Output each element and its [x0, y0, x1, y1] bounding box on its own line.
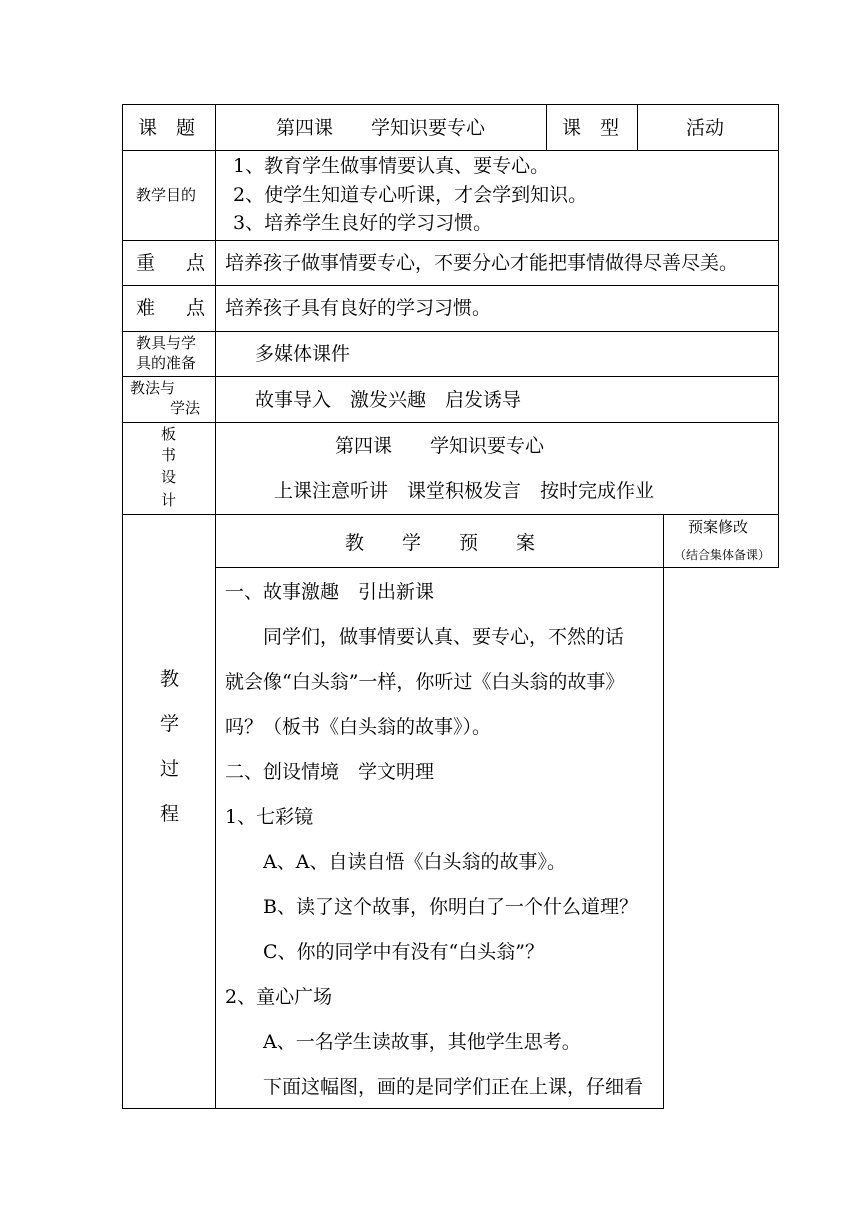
keypoint-label-b: 点 [186, 252, 206, 274]
process-line: A、一名学生读故事，其他学生思考。 [225, 1031, 581, 1053]
process-line: 同学们，做事情要认真、要专心，不然的话 [225, 626, 625, 648]
board-label-char: 设 [161, 468, 177, 486]
type-label: 课 型 [562, 117, 620, 139]
difficulty-label-b: 点 [186, 297, 206, 319]
process-label-char: 教 [160, 668, 180, 690]
materials-label-line2: 具的准备 [136, 354, 197, 372]
rule-after-board [122, 514, 779, 515]
rule-header-mid [546, 104, 547, 151]
process-line: 吗？（板书《白头翁的故事》）。 [225, 716, 492, 738]
board-line1: 第四课 学知识要专心 [335, 435, 545, 457]
materials-label-line1: 教具与学 [136, 334, 197, 352]
rule-left [122, 104, 123, 1109]
board-label-char: 书 [161, 446, 177, 464]
process-line: B、读了这个故事，你明白了一个什么道理？ [225, 896, 638, 918]
methods-label-line2: 学法 [170, 399, 201, 417]
rule-after-materials [122, 376, 779, 377]
rule-after-keypoint [122, 285, 779, 286]
board-label-char: 计 [161, 491, 177, 509]
objectives-label: 教学目的 [136, 186, 197, 204]
objective-item: 2、使学生知道专心听课，才会学到知识。 [233, 184, 588, 206]
rule-after-plan-header [215, 567, 779, 568]
board-line2: 上课注意听讲 课堂积极发言 按时完成作业 [274, 480, 655, 502]
plan-header: 教 学 预 案 [345, 532, 536, 554]
topic-label: 课 题 [138, 117, 196, 139]
rule-bottom [122, 1108, 663, 1109]
rule-after-methods [122, 422, 779, 423]
process-line: 下面这幅图，画的是同学们正在上课，仔细看 [225, 1076, 644, 1098]
process-label-char: 程 [160, 803, 180, 825]
rule-right [778, 104, 779, 567]
methods-text: 故事导入 激发兴趣 启发诱导 [255, 389, 522, 411]
process-line: 一、故事激趣 引出新课 [225, 581, 435, 603]
rule-top [122, 104, 779, 105]
rule-after-difficulty [122, 331, 779, 332]
process-label-char: 过 [160, 758, 180, 780]
keypoint-label-a: 重 [136, 252, 156, 274]
process-line: 二、创设情境 学文明理 [225, 761, 435, 783]
rule-revision-column [663, 514, 664, 1109]
process-line: A、A、自读自悟《白头翁的故事》。 [225, 851, 566, 873]
process-label-char: 学 [160, 713, 180, 735]
difficulty-label-a: 难 [136, 297, 156, 319]
objective-item: 3、培养学生良好的学习习惯。 [233, 212, 493, 234]
revision-subheader: （结合集体备课） [674, 548, 771, 562]
lesson-title: 第四课 学知识要专心 [276, 117, 486, 139]
rule-label-column [215, 104, 216, 1109]
rule-header-type [637, 104, 638, 151]
process-line: C、你的同学中有没有“白头翁”？ [225, 941, 544, 963]
difficulty-text: 培养孩子具有良好的学习习惯。 [225, 297, 492, 319]
methods-label-line1: 教法与 [130, 379, 176, 397]
process-line: 就会像“白头翁”一样，你听过《白头翁的故事》 [225, 671, 625, 693]
rule-after-objectives [122, 240, 779, 241]
objective-item: 1、教育学生做事情要认真、要专心。 [233, 155, 550, 177]
rule-after-header [122, 150, 779, 151]
process-line: 1、七彩镜 [225, 806, 314, 828]
process-line: 2、童心广场 [225, 986, 333, 1008]
type-value: 活动 [686, 117, 725, 139]
keypoint-text: 培养孩子做事情要专心，不要分心才能把事情做得尽善尽美。 [225, 252, 739, 274]
materials-text: 多媒体课件 [255, 343, 351, 365]
revision-header: 预案修改 [688, 518, 749, 536]
board-label-char: 板 [161, 425, 177, 443]
